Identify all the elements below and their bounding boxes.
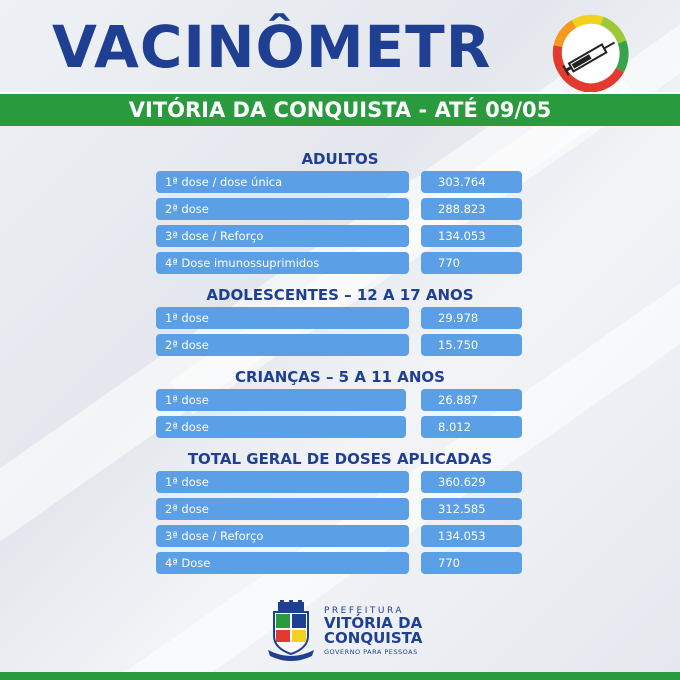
- row-label: 1ª dose: [156, 307, 409, 329]
- row-value: 360.629: [421, 471, 522, 493]
- logo-tagline: GOVERNO PARA PESSOAS: [324, 648, 418, 656]
- section-title-criancas: CRIANÇAS – 5 A 11 ANOS: [235, 368, 445, 386]
- section-title-adolescentes: ADOLESCENTES – 12 A 17 ANOS: [206, 286, 474, 304]
- row-label: 1ª dose / dose única: [156, 171, 409, 193]
- row-label: 3ª dose / Reforço: [156, 225, 409, 247]
- row-label: 2ª dose: [156, 416, 406, 438]
- row-label: 2ª dose: [156, 498, 409, 520]
- city-crest-icon: [266, 600, 316, 664]
- section-title-total: TOTAL GERAL DE DOSES APLICADAS: [187, 450, 493, 468]
- row-label: 4ª Dose imunossuprimidos: [156, 252, 409, 274]
- row-value: 134.053: [421, 225, 522, 247]
- section-title-adultos: ADULTOS: [301, 150, 379, 168]
- gauge-syringe-icon: [548, 12, 632, 96]
- row-value: 134.053: [421, 525, 522, 547]
- row-value: 770: [421, 552, 522, 574]
- row-value: 8.012: [421, 416, 522, 438]
- row-value: 26.887: [421, 389, 522, 411]
- logo-city-line1: VITÓRIA DA: [324, 614, 423, 632]
- logo-city-line2: CONQUISTA: [324, 629, 423, 647]
- row-label: 4ª Dose: [156, 552, 409, 574]
- row-value: 312.585: [421, 498, 522, 520]
- logo-prefeitura: PREFEITURA: [324, 606, 405, 616]
- row-label: 2ª dose: [156, 198, 409, 220]
- row-value: 288.823: [421, 198, 522, 220]
- row-value: 15.750: [421, 334, 522, 356]
- subtitle-banner: [0, 92, 680, 126]
- row-label: 2ª dose: [156, 334, 409, 356]
- row-value: 29.978: [421, 307, 522, 329]
- row-label: 3ª dose / Reforço: [156, 525, 409, 547]
- page-title: VACINÔMETR: [52, 13, 492, 81]
- bottom-bar: [0, 672, 680, 680]
- prefeitura-logo: [266, 598, 426, 668]
- row-label: 1ª dose: [156, 389, 406, 411]
- row-label: 1ª dose: [156, 471, 409, 493]
- row-value: 770: [421, 252, 522, 274]
- subtitle-text: VITÓRIA DA CONQUISTA - ATÉ 09/05: [128, 98, 552, 122]
- row-value: 303.764: [421, 171, 522, 193]
